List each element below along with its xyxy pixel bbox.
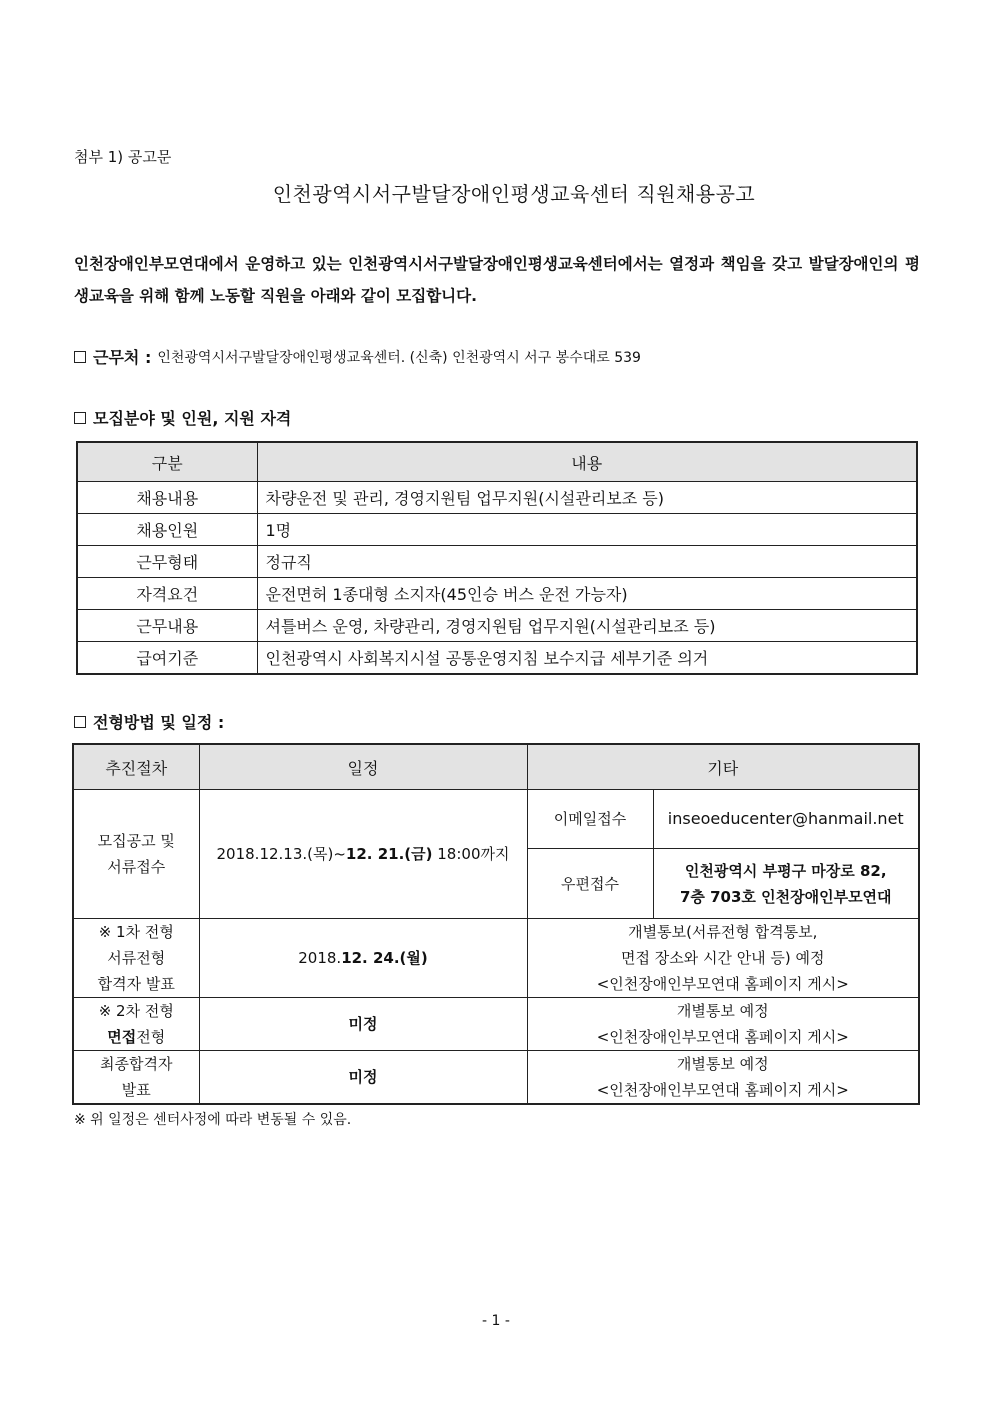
checkbox-icon — [74, 351, 86, 363]
table-row — [77, 578, 917, 610]
step-text: 서류전형 — [107, 949, 166, 967]
row-content: 인천광역시 사회복지시설 공통운영지침 보수지급 세부기준 의거 — [257, 642, 917, 675]
note-text: 개별통보 예정 — [676, 1055, 769, 1073]
row-label: 채용인원 — [77, 514, 257, 546]
table-row — [77, 546, 917, 578]
column-header: 구분 — [77, 442, 257, 482]
date-text: 2018.12.13.(목)~ — [216, 845, 346, 863]
row-content: 1명 — [257, 514, 917, 546]
table-row — [73, 1051, 919, 1105]
step-cell — [73, 919, 199, 998]
date-text: 18:00까지 — [432, 845, 510, 863]
note-cell — [527, 1051, 919, 1105]
document-title: 인천광역시서구발달장애인평생교육센터 직원채용공고 — [272, 182, 756, 206]
row-content: 차량운전 및 관리, 경영지원팀 업무지원(시설관리보조 등) — [257, 482, 917, 514]
step-cell — [73, 1051, 199, 1105]
step-text: ※ 1차 전형 — [98, 923, 174, 941]
row-content: 운전면허 1종대형 소지자(45인승 버스 운전 가능자) — [257, 578, 917, 610]
column-header: 추진절차 — [73, 744, 199, 790]
footnote: ※ 위 일정은 센터사정에 따라 변동될 수 있음. — [74, 1112, 352, 1128]
mail-address-line: 인천광역시 부평구 마장로 82, — [684, 861, 887, 880]
intro-paragraph: 인천장애인부모연대에서 운영하고 있는 인천광역시서구발달장애인평생교육센터에서는 열정과 책임을 갖고 발달장애인의 평생교육을 위해 함께 노동할 직원을 아래와 같이 모집합니다. — [74, 255, 920, 305]
step-text-bold: 면접 — [107, 1028, 137, 1046]
row-label: 근무내용 — [77, 610, 257, 642]
table-row — [73, 790, 919, 849]
row-content: 정규직 — [257, 546, 917, 578]
page-number: - 1 - — [482, 1313, 510, 1329]
note-text: 개별통보 예정 — [676, 1002, 769, 1020]
note-text: 개별통보(서류전형 합격통보, — [628, 923, 818, 941]
date-cell — [199, 790, 527, 919]
schedule-heading-text: 전형방법 및 일정 : — [93, 713, 225, 732]
column-header: 내용 — [257, 442, 917, 482]
step-cell — [73, 790, 199, 919]
note-cell — [527, 998, 919, 1051]
mail-address-line: 7층 703호 인천장애인부모연대 — [679, 887, 892, 906]
table-row — [77, 610, 917, 642]
step-text: 모집공고 및 — [97, 832, 175, 850]
date-text-bold: 12. 24.(월) — [341, 949, 428, 967]
recruitment-heading — [74, 406, 291, 429]
table-header-row — [73, 744, 919, 790]
schedule-table — [72, 743, 920, 1105]
mail-address — [653, 849, 919, 919]
note-text: <인천장애인부모연대 홈페이지 게시> — [596, 1081, 849, 1099]
email-label: 이메일접수 — [527, 790, 653, 849]
note-text: 면접 장소와 시간 안내 등) 예정 — [620, 949, 825, 967]
note-text: <인천장애인부모연대 홈페이지 게시> — [596, 1028, 849, 1046]
table-row — [77, 482, 917, 514]
table-row — [73, 998, 919, 1051]
table-row — [73, 919, 919, 998]
workplace-value: 인천광역시서구발달장애인평생교육센터. (신축) 인천광역시 서구 봉수대로 539 — [157, 349, 641, 366]
row-label: 자격요건 — [77, 578, 257, 610]
checkbox-icon — [74, 716, 86, 728]
date-text-bold: 12. 21.(금) — [345, 845, 433, 863]
row-content: 셔틀버스 운영, 차량관리, 경영지원팀 업무지원(시설관리보조 등) — [257, 610, 917, 642]
column-header: 일정 — [199, 744, 527, 790]
step-cell — [73, 998, 199, 1051]
date-cell: 미정 — [199, 1051, 527, 1105]
attachment-label: 첨부 1) 공고문 — [74, 148, 172, 166]
table-row — [77, 514, 917, 546]
date-cell — [199, 919, 527, 998]
note-cell — [527, 919, 919, 998]
column-header: 기타 — [527, 744, 919, 790]
checkbox-icon — [74, 412, 86, 424]
step-text: 전형 — [136, 1028, 166, 1046]
recruitment-heading-text: 모집분야 및 인원, 지원 자격 — [93, 409, 292, 428]
step-text: ※ 2차 전형 — [98, 1002, 174, 1020]
date-cell: 미정 — [199, 998, 527, 1051]
workplace-heading — [74, 345, 641, 368]
workplace-label: 근무처 : — [93, 348, 152, 367]
row-label: 근무형태 — [77, 546, 257, 578]
step-text: 서류접수 — [107, 858, 166, 876]
schedule-heading — [74, 710, 224, 733]
email-value: inseoeducenter@hanmail.net — [653, 790, 919, 849]
mail-label: 우편접수 — [527, 849, 653, 919]
note-text: <인천장애인부모연대 홈페이지 게시> — [596, 975, 849, 993]
row-label: 급여기준 — [77, 642, 257, 675]
recruitment-table — [76, 441, 918, 675]
step-text: 합격자 발표 — [97, 975, 175, 993]
table-header-row — [77, 442, 917, 482]
row-label: 채용내용 — [77, 482, 257, 514]
step-text: 최종합격자 — [100, 1055, 173, 1073]
table-row — [77, 642, 917, 675]
date-text: 2018. — [298, 949, 342, 967]
step-text: 발표 — [121, 1081, 151, 1099]
